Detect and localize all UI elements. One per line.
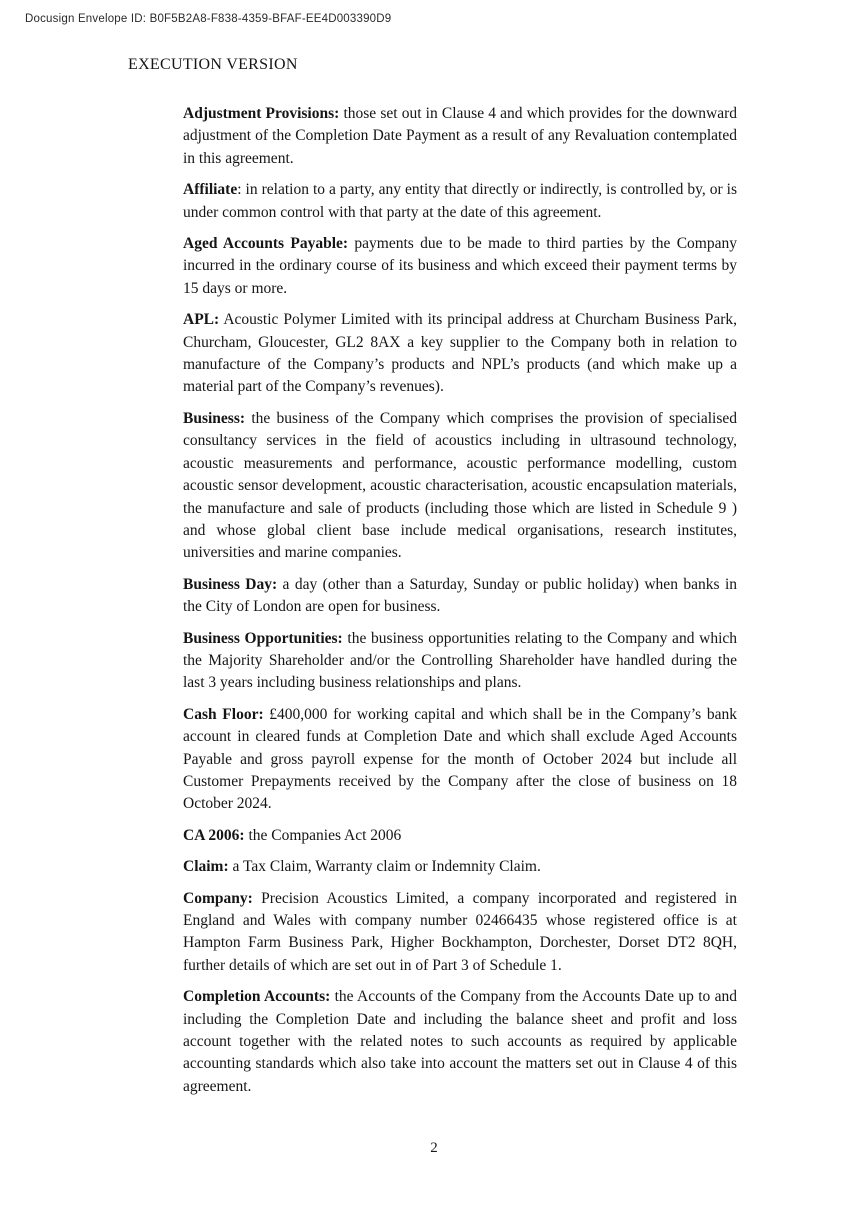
definition-body: those set out in Clause 4 and which provides for the downward adjustment of the Completion Date Payment as a result of any Revaluation contemplated in this agreement. [183,105,737,167]
definition-paragraph [183,856,737,878]
execution-version-label: EXECUTION VERSION [128,56,298,73]
definition-paragraph [183,309,737,399]
definition-body: a Tax Claim, Warranty claim or Indemnity Claim. [228,858,541,876]
definition-term: CA 2006: [183,826,245,844]
definition-term: Affiliate [183,181,238,199]
definition-paragraph [183,408,737,565]
definition-paragraph [183,103,737,170]
definition-term: Claim: [183,858,229,876]
definition-term: APL: [183,311,220,329]
definitions-section [183,103,737,1107]
definition-paragraph [183,233,737,300]
definition-body: £400,000 for working capital and which shall be in the Company’s bank account in cleared funds at Completion Date and which shall exclude Aged Accounts Payable and gross payroll expense for the month of October 2024 but include all Customer Prepayments received by the Company after the close of business on 18 October 2024. [183,705,737,813]
definition-term: Business: [183,409,246,427]
definition-body: the Accounts of the Company from the Accounts Date up to and including the Completion Date and including the balance sheet and profit and loss account together with the related notes to such accounts as required by applicable accounting standards which also take into account the matters set out in Clause 4 of this agreement. [183,988,737,1095]
definition-paragraph [183,179,737,224]
definition-term: Adjustment Provisions: [183,105,340,122]
docusign-envelope-id: Docusign Envelope ID: B0F5B2A8-F838-4359-BFAF-EE4D003390D9 [25,13,392,25]
definition-paragraph [183,574,737,619]
definition-body: payments due to be made to third parties by the Company incurred in the ordinary course of its business and which exceed their payment terms by 15 days or more. [183,235,737,297]
definition-body: : in relation to a party, any entity that directly or indirectly, is controlled by, or is under common control with that party at the date of this agreement. [183,181,737,221]
definition-term: Completion Accounts: [183,988,331,1006]
definition-body: Precision Acoustics Limited, a company incorporated and registered in England and Wales with company number 02466435 whose registered office is at Hampton Farm Business Park, Higher Bockhampton, Dorchester, Dorset DT2 8QH, further details of which are set out in of Part 3 of Schedule 1. [183,889,737,974]
definition-term: Aged Accounts Payable: [183,235,349,253]
definition-body: the Companies Act 2006 [244,826,402,844]
definition-term: Cash Floor: [183,705,264,723]
definition-paragraph [183,986,737,1098]
page-number: 2 [430,1140,438,1156]
definition-paragraph [183,704,737,816]
definition-term: Business Opportunities: [183,629,343,647]
definition-body: Acoustic Polymer Limited with its principal address at Churcham Business Park, Churcham, Gloucester, GL2 8AX a key supplier to the Company both in relation to manufacture of the Company’s products and NPL’s products (and which make up a material part of the Company’s revenues). [183,311,737,396]
definition-paragraph [183,888,737,978]
definition-body: a day (other than a Saturday, Sunday or public holiday) when banks in the City of London are open for business. [183,575,737,616]
definition-paragraph [183,628,737,695]
definition-paragraph [183,825,737,847]
definition-body: the business opportunities relating to the Company and which the Majority Shareholder and/or the Controlling Shareholder have handled during the last 3 years including business relationships and plans. [183,629,737,692]
definition-term: Company: [183,889,253,907]
definition-body: the business of the Company which comprises the provision of specialised consultancy services in the field of acoustics including in ultrasound technology, acoustic measurements and performance, acoustic performance modelling, custom acoustic sensor development, acoustic characterisation, acoustic encapsulation materials, the manufacture and sale of products (including those which are listed in Schedule 9 ) and whose global client base include medical organisations, research institutes, universities and marine companies. [183,409,737,562]
definition-term: Business Day: [183,575,278,593]
